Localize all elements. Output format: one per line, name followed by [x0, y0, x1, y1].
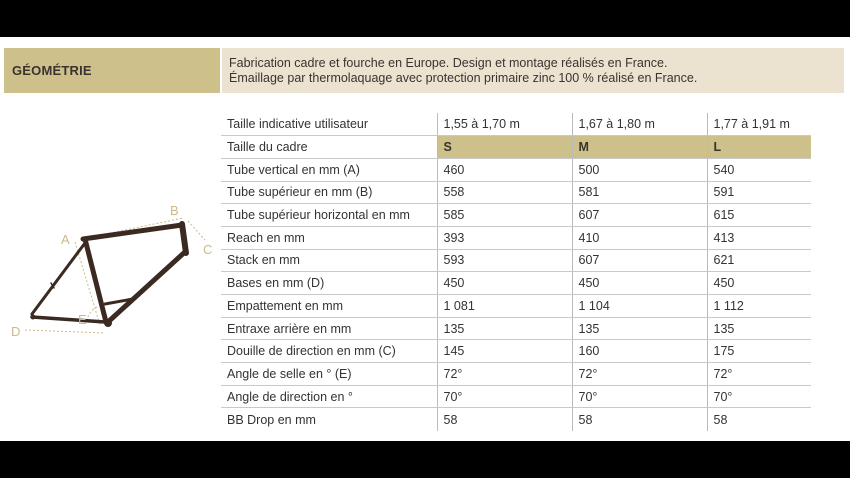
- table-row: [221, 249, 811, 272]
- cell-l: 175: [707, 340, 811, 363]
- size-m: M: [572, 136, 707, 159]
- label-a: A: [61, 232, 70, 247]
- cell-s: 135: [437, 317, 572, 340]
- section-description: [222, 48, 844, 93]
- section-title: GÉOMÉTRIE: [4, 48, 220, 93]
- row-label: Entraxe arrière en mm: [221, 317, 437, 340]
- table-row: [221, 408, 811, 431]
- cell-s: 393: [437, 226, 572, 249]
- label-b: B: [170, 203, 179, 218]
- row-label: Tube vertical en mm (A): [221, 158, 437, 181]
- geometry-table: [221, 113, 811, 431]
- bike-frame-diagram: [5, 197, 215, 347]
- row-label: Angle de selle en ° (E): [221, 363, 437, 386]
- cell-l: 621: [707, 249, 811, 272]
- label-c: C: [203, 242, 213, 257]
- description-line-2: Émaillage par thermolaquage avec protection primaire zinc 100 % réalisé en France.: [229, 70, 698, 85]
- frame-tubes-icon: [31, 224, 187, 327]
- row-label: Bases en mm (D): [221, 272, 437, 295]
- row-label: Stack en mm: [221, 249, 437, 272]
- cell-s: 1 081: [437, 295, 572, 318]
- label-d: D: [11, 324, 21, 339]
- cell-m: 72°: [572, 363, 707, 386]
- cell-s: 72°: [437, 363, 572, 386]
- cell-s: 145: [437, 340, 572, 363]
- cell-m: 581: [572, 181, 707, 204]
- table-row: [221, 158, 811, 181]
- table-row: [221, 226, 811, 249]
- row-label: Taille indicative utilisateur: [221, 113, 437, 136]
- row-label: Tube supérieur horizontal en mm: [221, 204, 437, 227]
- cell-s: 58: [437, 408, 572, 431]
- cell-m: 58: [572, 408, 707, 431]
- size-l: L: [707, 136, 811, 159]
- table-row: [221, 340, 811, 363]
- cell-s: 1,55 à 1,70 m: [437, 113, 572, 136]
- cell-s: 460: [437, 158, 572, 181]
- cell-l: 72°: [707, 363, 811, 386]
- cell-l: 58: [713, 412, 728, 427]
- description-line-1: Fabrication cadre et fourche en Europe. Design et montage réalisés en France.: [229, 55, 668, 70]
- cell-m: 500: [572, 158, 707, 181]
- cell-m: 607: [572, 249, 707, 272]
- row-label: Angle de direction en °: [221, 385, 437, 408]
- table-row: [221, 113, 811, 136]
- cell-l: 413: [707, 226, 811, 249]
- size-s: S: [437, 136, 572, 159]
- cell-m: 160: [572, 340, 707, 363]
- cell-m: 135: [572, 317, 707, 340]
- row-label: Empattement en mm: [221, 295, 437, 318]
- cell-l: 1 112: [707, 295, 811, 318]
- cell-s: 450: [437, 272, 572, 295]
- cell-l: 540: [707, 158, 811, 181]
- cell-l: 591: [707, 181, 811, 204]
- cell-s: 70°: [437, 385, 572, 408]
- cell-m: 1,67 à 1,80 m: [572, 113, 707, 136]
- cell-s: 593: [437, 249, 572, 272]
- table-row: [221, 317, 811, 340]
- row-label: Tube supérieur en mm (B): [221, 181, 437, 204]
- geometry-page: [0, 37, 850, 441]
- cell-l: 70°: [707, 385, 811, 408]
- section-header: [4, 48, 844, 93]
- cell-l: 135: [707, 317, 811, 340]
- cell-m: 410: [572, 226, 707, 249]
- table-row: [221, 363, 811, 386]
- cell-m: 70°: [572, 385, 707, 408]
- table-row-frame-size: [221, 136, 811, 159]
- cell-s: 585: [437, 204, 572, 227]
- cell-l: 450: [707, 272, 811, 295]
- cell-m: 450: [572, 272, 707, 295]
- row-label: Reach en mm: [221, 226, 437, 249]
- cell-m: 1 104: [572, 295, 707, 318]
- row-label: Douille de direction en mm (C): [221, 340, 437, 363]
- table-row: [221, 295, 811, 318]
- table-row: [221, 204, 811, 227]
- table-row: [221, 181, 811, 204]
- table-row: [221, 385, 811, 408]
- cell-m: 607: [572, 204, 707, 227]
- row-label: Taille du cadre: [221, 136, 437, 159]
- cell-l: 1,77 à 1,91 m: [707, 113, 811, 136]
- table-row: [221, 272, 811, 295]
- cell-l: 615: [707, 204, 811, 227]
- cell-s: 558: [437, 181, 572, 204]
- label-e: E: [78, 312, 87, 327]
- row-label: BB Drop en mm: [227, 412, 316, 427]
